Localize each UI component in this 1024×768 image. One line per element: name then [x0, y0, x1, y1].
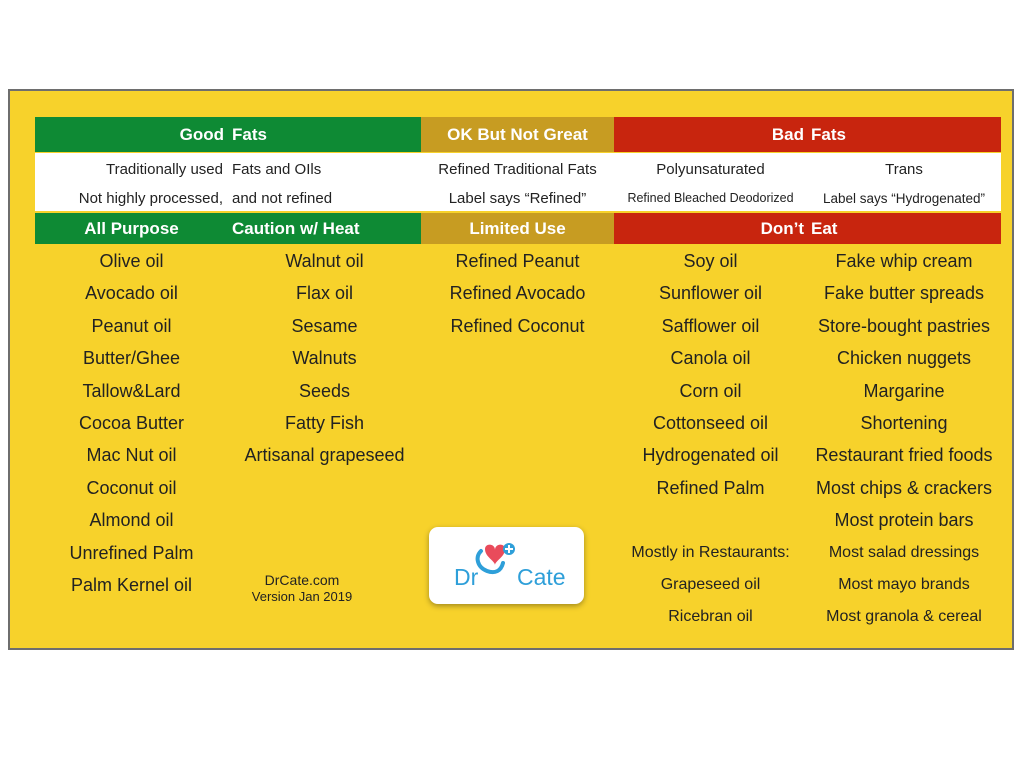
list-item: Seeds — [298, 380, 351, 401]
list-item: Walnuts — [292, 348, 357, 369]
list-item: Most granola & cereal — [826, 608, 982, 626]
list-item: Sunflower oil — [658, 283, 763, 304]
bad-fats-header — [614, 117, 1001, 152]
desc-good-4: and not refined — [232, 190, 333, 207]
list-item: Grapeseed oil — [660, 575, 761, 593]
list-item: Palm Kernel oil — [70, 574, 193, 595]
list-item: Almond oil — [89, 510, 174, 531]
ok-header — [421, 117, 614, 152]
desc-ok-2: Label says “Refined” — [448, 190, 587, 207]
good-fats-header — [35, 117, 421, 152]
list-item: Canola oil — [670, 348, 751, 369]
bad-fats-label: Fats — [811, 124, 846, 144]
list-item: Restaurant fried foods — [815, 445, 993, 466]
list-item: Refined Peanut — [455, 251, 580, 271]
list-item: Most protein bars — [834, 510, 974, 531]
list-item: Refined Coconut — [450, 315, 585, 336]
list-item: Mostly in Restaurants: — [631, 543, 790, 561]
list-item: Shortening — [860, 412, 948, 433]
logo-text-cate: Cate — [517, 564, 566, 590]
list-item: Most chips & crackers — [815, 477, 993, 498]
list-item: Avocado oil — [85, 283, 178, 304]
limited-use-label: Limited Use — [469, 218, 566, 238]
desc-good-3: Not highly processed, — [78, 190, 223, 207]
list-item: Corn oil — [679, 380, 742, 401]
bad-subheader — [614, 213, 1001, 244]
caution-list — [228, 249, 421, 476]
list-item: Walnut oil — [285, 251, 364, 271]
list-item: Safflower oil — [661, 315, 760, 336]
list-item: Sesame — [291, 315, 358, 336]
desc-bad-3: Refined Bleached Deodorized — [627, 191, 794, 205]
list-item: Hydrogenated oil — [642, 445, 779, 466]
list-item: Soy oil — [683, 251, 738, 271]
bad-label: Bad — [771, 124, 804, 144]
all-purpose-list — [35, 249, 228, 605]
list-item: Chicken nuggets — [836, 348, 972, 369]
list-item: Unrefined Palm — [69, 542, 194, 563]
desc-bad-2: Trans — [885, 161, 923, 178]
desc-good-2: Fats and OIls — [232, 161, 322, 178]
eat-list — [807, 249, 1001, 638]
dont-label: Don’t — [760, 218, 804, 238]
list-item: Cocoa Butter — [78, 412, 185, 433]
list-item: Fake butter spreads — [823, 283, 985, 304]
list-item: Margarine — [863, 380, 945, 401]
list-item: Mac Nut oil — [86, 445, 177, 466]
list-item — [614, 508, 807, 540]
good-subheader — [35, 213, 421, 244]
list-item: Most salad dressings — [828, 543, 980, 561]
good-label: Good — [179, 124, 224, 144]
list-item: Refined Palm — [656, 477, 765, 498]
list-item: Store-bought pastries — [817, 315, 991, 336]
good-fats-label: Fats — [232, 124, 267, 144]
caution-label: Caution w/ Heat — [232, 218, 360, 238]
list-item: Flax oil — [295, 283, 353, 304]
desc-good-1: Traditionally used — [105, 161, 223, 178]
list-item: Fake whip cream — [835, 251, 973, 271]
list-item: Refined Avocado — [449, 283, 586, 304]
desc-bad-1: Polyunsaturated — [656, 161, 765, 178]
logo-text-dr: Dr — [454, 564, 479, 590]
heart-stethoscope-icon — [473, 541, 519, 583]
site-credit: DrCate.com — [264, 572, 340, 588]
list-item: Cottonseed oil — [652, 412, 769, 433]
list-item: Butter/Ghee — [82, 348, 181, 369]
limited-subheader — [421, 213, 614, 244]
desc-bad-4: Label says “Hydrogenated” — [822, 191, 986, 206]
eat-label: Eat — [811, 218, 838, 238]
dont-list — [614, 249, 807, 638]
list-item: Artisanal grapeseed — [244, 445, 405, 466]
list-item: Coconut oil — [86, 477, 177, 498]
list-item: Ricebran oil — [668, 608, 753, 626]
list-item: Fatty Fish — [284, 412, 364, 433]
list-item: Peanut oil — [91, 315, 172, 336]
ok-label: OK But Not Great — [447, 124, 588, 144]
limited-list — [421, 249, 614, 346]
desc-ok-1: Refined Traditional Fats — [438, 161, 597, 178]
list-item: Olive oil — [99, 251, 164, 271]
drcate-logo — [429, 527, 584, 604]
all-purpose-label: All Purpose — [84, 218, 179, 238]
list-item: Tallow&Lard — [82, 380, 181, 401]
list-item: Most mayo brands — [838, 575, 970, 593]
version-label: Version Jan 2019 — [251, 589, 353, 604]
